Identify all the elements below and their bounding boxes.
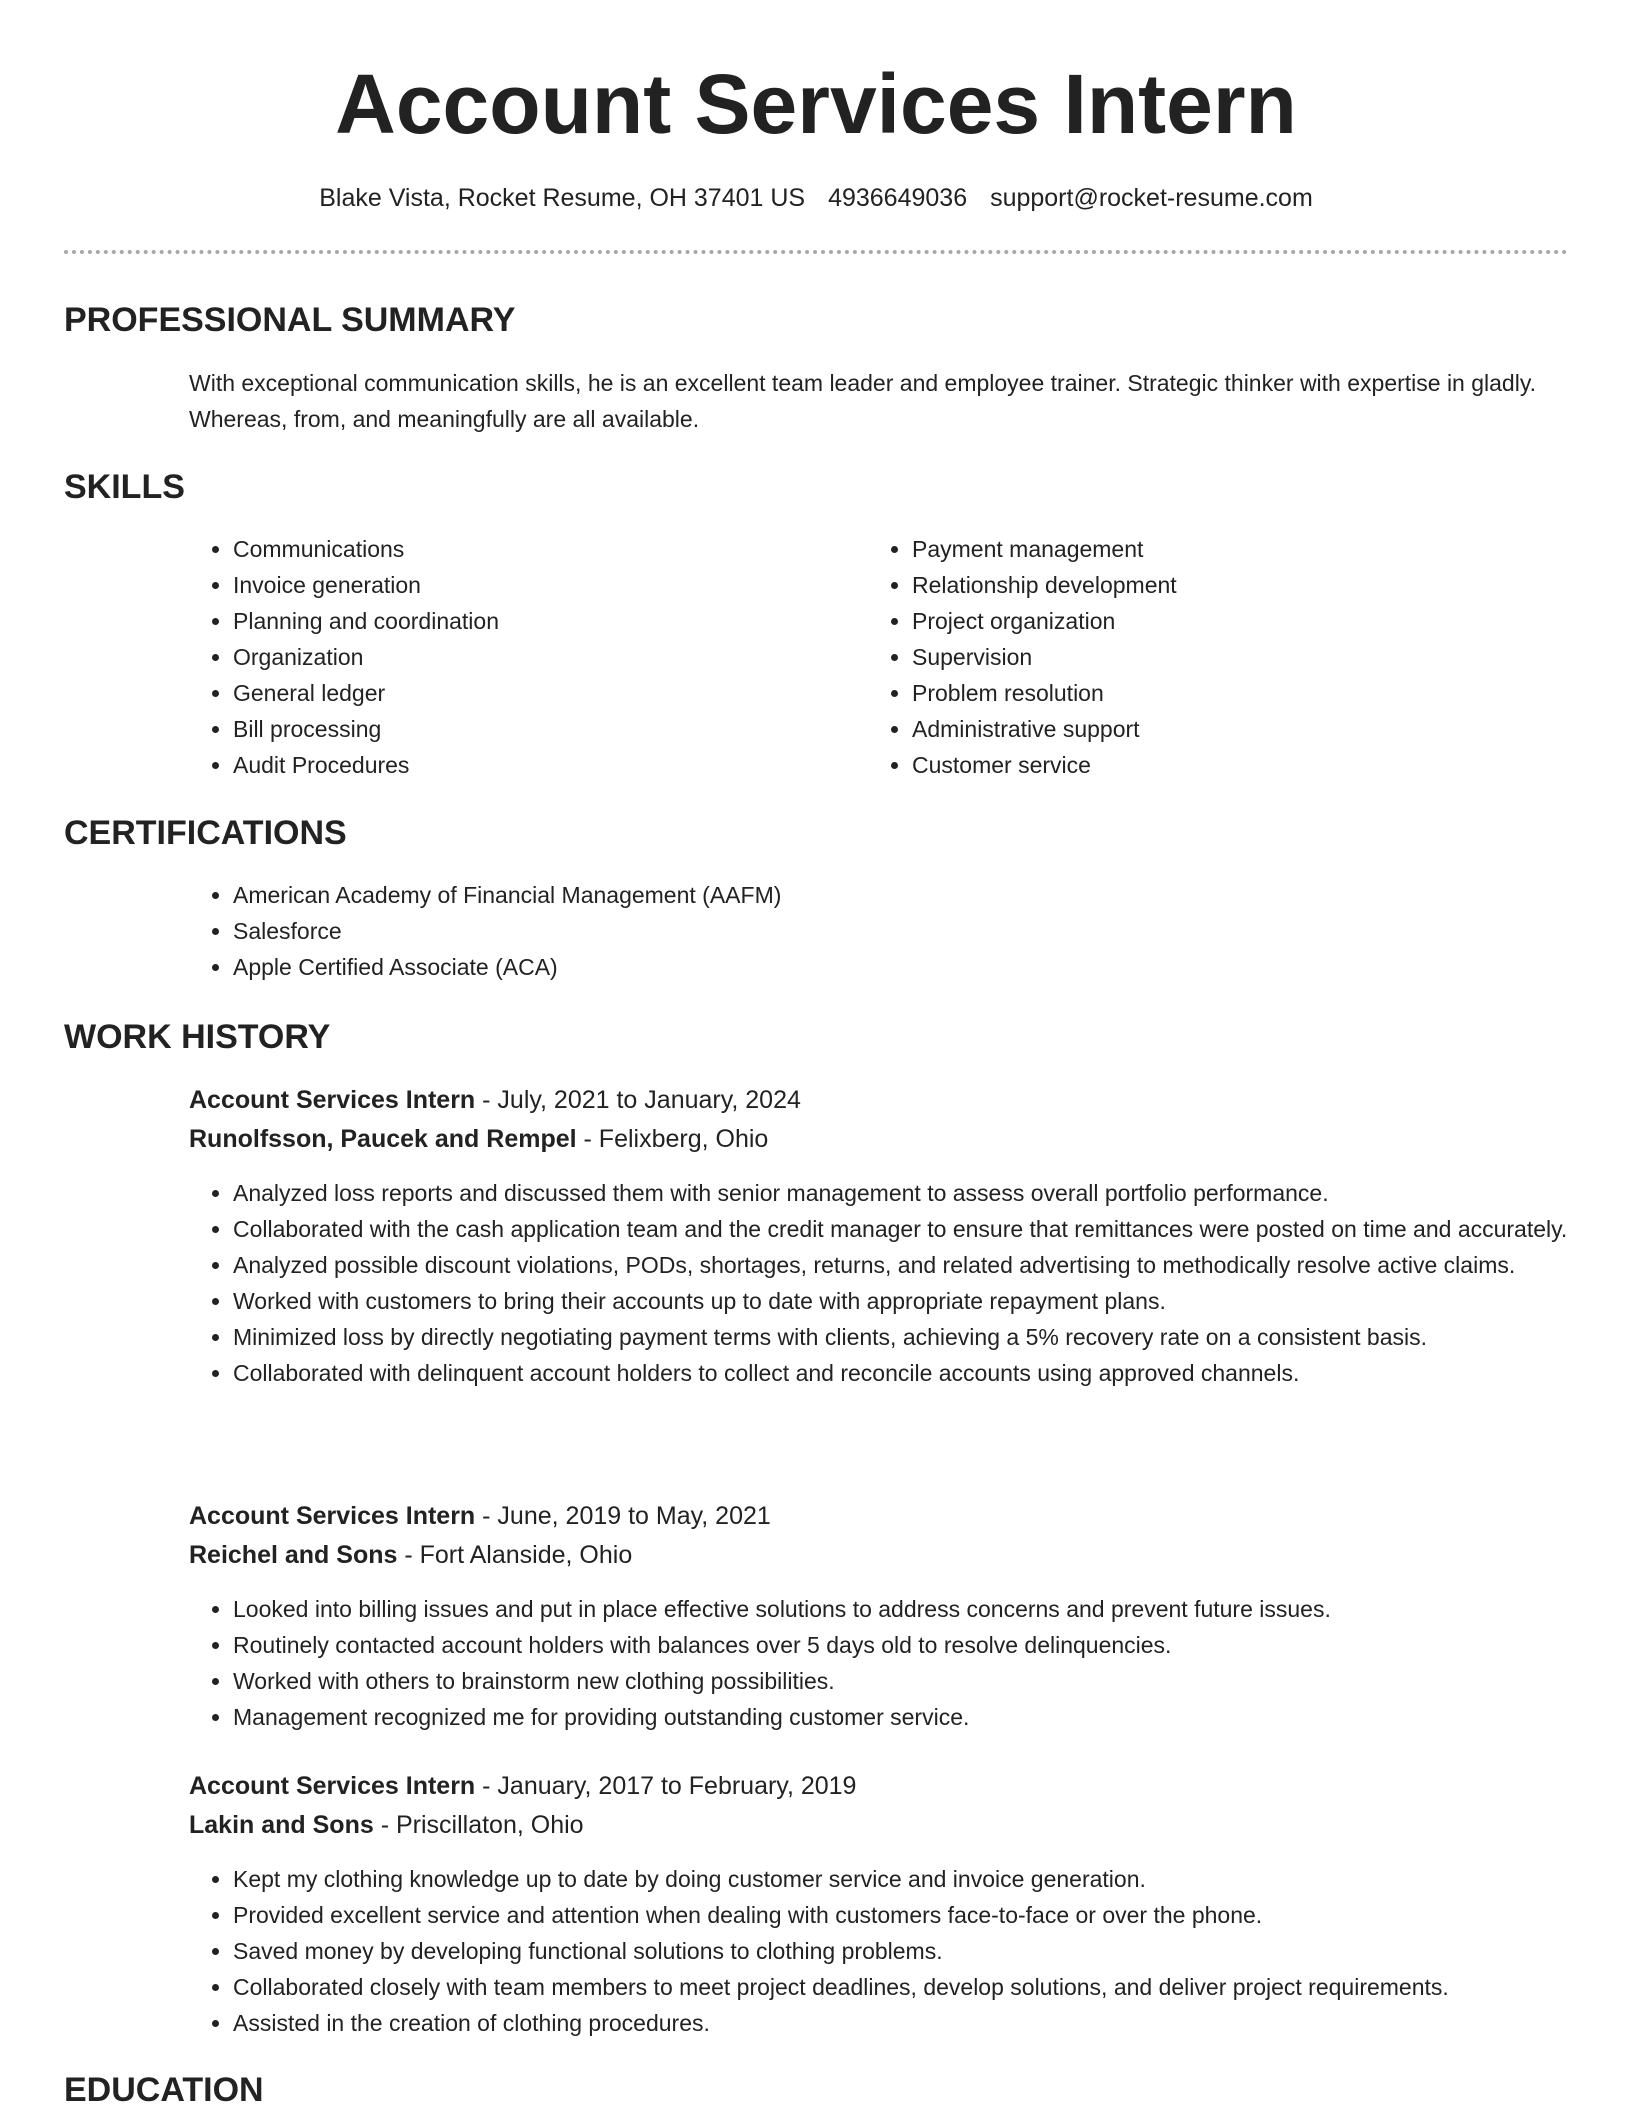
skills-list-left [189,531,833,783]
job-dates: - June, 2019 to May, 2021 [475,1502,771,1530]
job-title-line [189,1767,856,1805]
resume-title: Account Services Intern [335,57,1297,151]
certification-item: • Salesforce [233,913,1533,949]
certifications-list [189,877,1533,985]
job-bullet: • Routinely contacted account holders with balances over 5 days old to resolve delinquencies. [233,1627,1612,1663]
skill-item: • Audit Procedures [233,747,833,783]
job-bullet: • Analyzed possible discount violations, PODs, shortages, returns, and related advertising to methodically resolve active claims. [233,1247,1612,1283]
job-company: Runolfsson, Paucek and Rempel [189,1125,577,1153]
certification-item: • American Academy of Financial Management (AAFM) [233,877,1533,913]
skill-item: • Supervision [912,639,1562,675]
job-bullet: • Analyzed loss reports and discussed them with senior management to assess overall portfolio performance. [233,1175,1612,1211]
job-bullets [189,1861,1612,2041]
job-company-line [189,1806,584,1844]
skill-item: • Relationship development [912,567,1562,603]
job-location: - Felixberg, Ohio [576,1125,769,1153]
job-location: - Priscillaton, Ohio [373,1811,584,1839]
job-title: Account Services Intern [189,1086,476,1114]
contact-phone: 4936649036 [828,184,968,212]
job-bullet: • Collaborated with delinquent account holders to collect and reconcile accounts using approved channels. [233,1355,1612,1391]
summary-text: With exceptional communication skills, he is an excellent team leader and employee trainer. Strategic thinker with expertise in gladly. Whereas, from, and meaningfully are all available. [189,370,1537,432]
job-bullet: • Minimized loss by directly negotiating payment terms with clients, achieving a 5% recovery rate on a consistent basis. [233,1319,1612,1355]
skill-item: • Organization [233,639,833,675]
job-title-line [189,1497,771,1535]
job-location: - Fort Alanside, Ohio [397,1541,633,1569]
job-company-line [189,1120,768,1158]
job-dates: - January, 2017 to February, 2019 [475,1772,857,1800]
job-bullet: • Saved money by developing functional solutions to clothing problems. [233,1933,1612,1969]
skill-item: • Administrative support [912,711,1562,747]
job-company-line [189,1536,632,1574]
skill-item: • Invoice generation [233,567,833,603]
job-title: Account Services Intern [189,1502,476,1530]
job-company: Lakin and Sons [189,1811,374,1839]
job-bullet: • Worked with customers to bring their accounts up to date with appropriate repayment plans. [233,1283,1612,1319]
job-bullet: • Looked into billing issues and put in place effective solutions to address concerns and prevent future issues. [233,1591,1612,1627]
job-bullet: • Worked with others to brainstorm new clothing possibilities. [233,1663,1612,1699]
skill-item: • Planning and coordination [233,603,833,639]
skill-item: • General ledger [233,675,833,711]
education-heading: EDUCATION [64,2071,264,2109]
job-title-line [189,1081,801,1119]
skills-heading: SKILLS [64,468,185,506]
skill-item: • Communications [233,531,833,567]
job-bullet: • Collaborated closely with team members to meet project deadlines, develop solutions, and deliver project requirements. [233,1969,1612,2005]
contact-address: Blake Vista, Rocket Resume, OH 37401 US [319,184,806,212]
skill-item: • Problem resolution [912,675,1562,711]
skill-item: • Customer service [912,747,1562,783]
work-history-heading: WORK HISTORY [64,1018,331,1056]
job-title: Account Services Intern [189,1772,476,1800]
skill-item: • Payment management [912,531,1562,567]
job-bullet: • Provided excellent service and attention when dealing with customers face-to-face or over the phone. [233,1897,1612,1933]
skill-item: • Project organization [912,603,1562,639]
certification-item: • Apple Certified Associate (ACA) [233,949,1533,985]
certifications-heading: CERTIFICATIONS [64,814,347,852]
job-bullets [189,1591,1612,1735]
job-bullet: • Kept my clothing knowledge up to date by doing customer service and invoice generation. [233,1861,1612,1897]
contact-line [0,180,1632,216]
contact-email: support@rocket-resume.com [990,184,1313,212]
summary-heading: PROFESSIONAL SUMMARY [64,301,516,339]
job-bullet: • Management recognized me for providing outstanding customer service. [233,1699,1612,1735]
job-company: Reichel and Sons [189,1541,398,1569]
skill-item: • Bill processing [233,711,833,747]
job-bullet: • Assisted in the creation of clothing procedures. [233,2005,1612,2041]
header-divider [64,250,1568,254]
job-bullet: • Collaborated with the cash application team and the credit manager to ensure that remittances were posted on time and accurately. [233,1211,1612,1247]
skills-list-right [868,531,1562,783]
job-dates: - July, 2021 to January, 2024 [475,1086,801,1114]
job-bullets [189,1175,1612,1391]
